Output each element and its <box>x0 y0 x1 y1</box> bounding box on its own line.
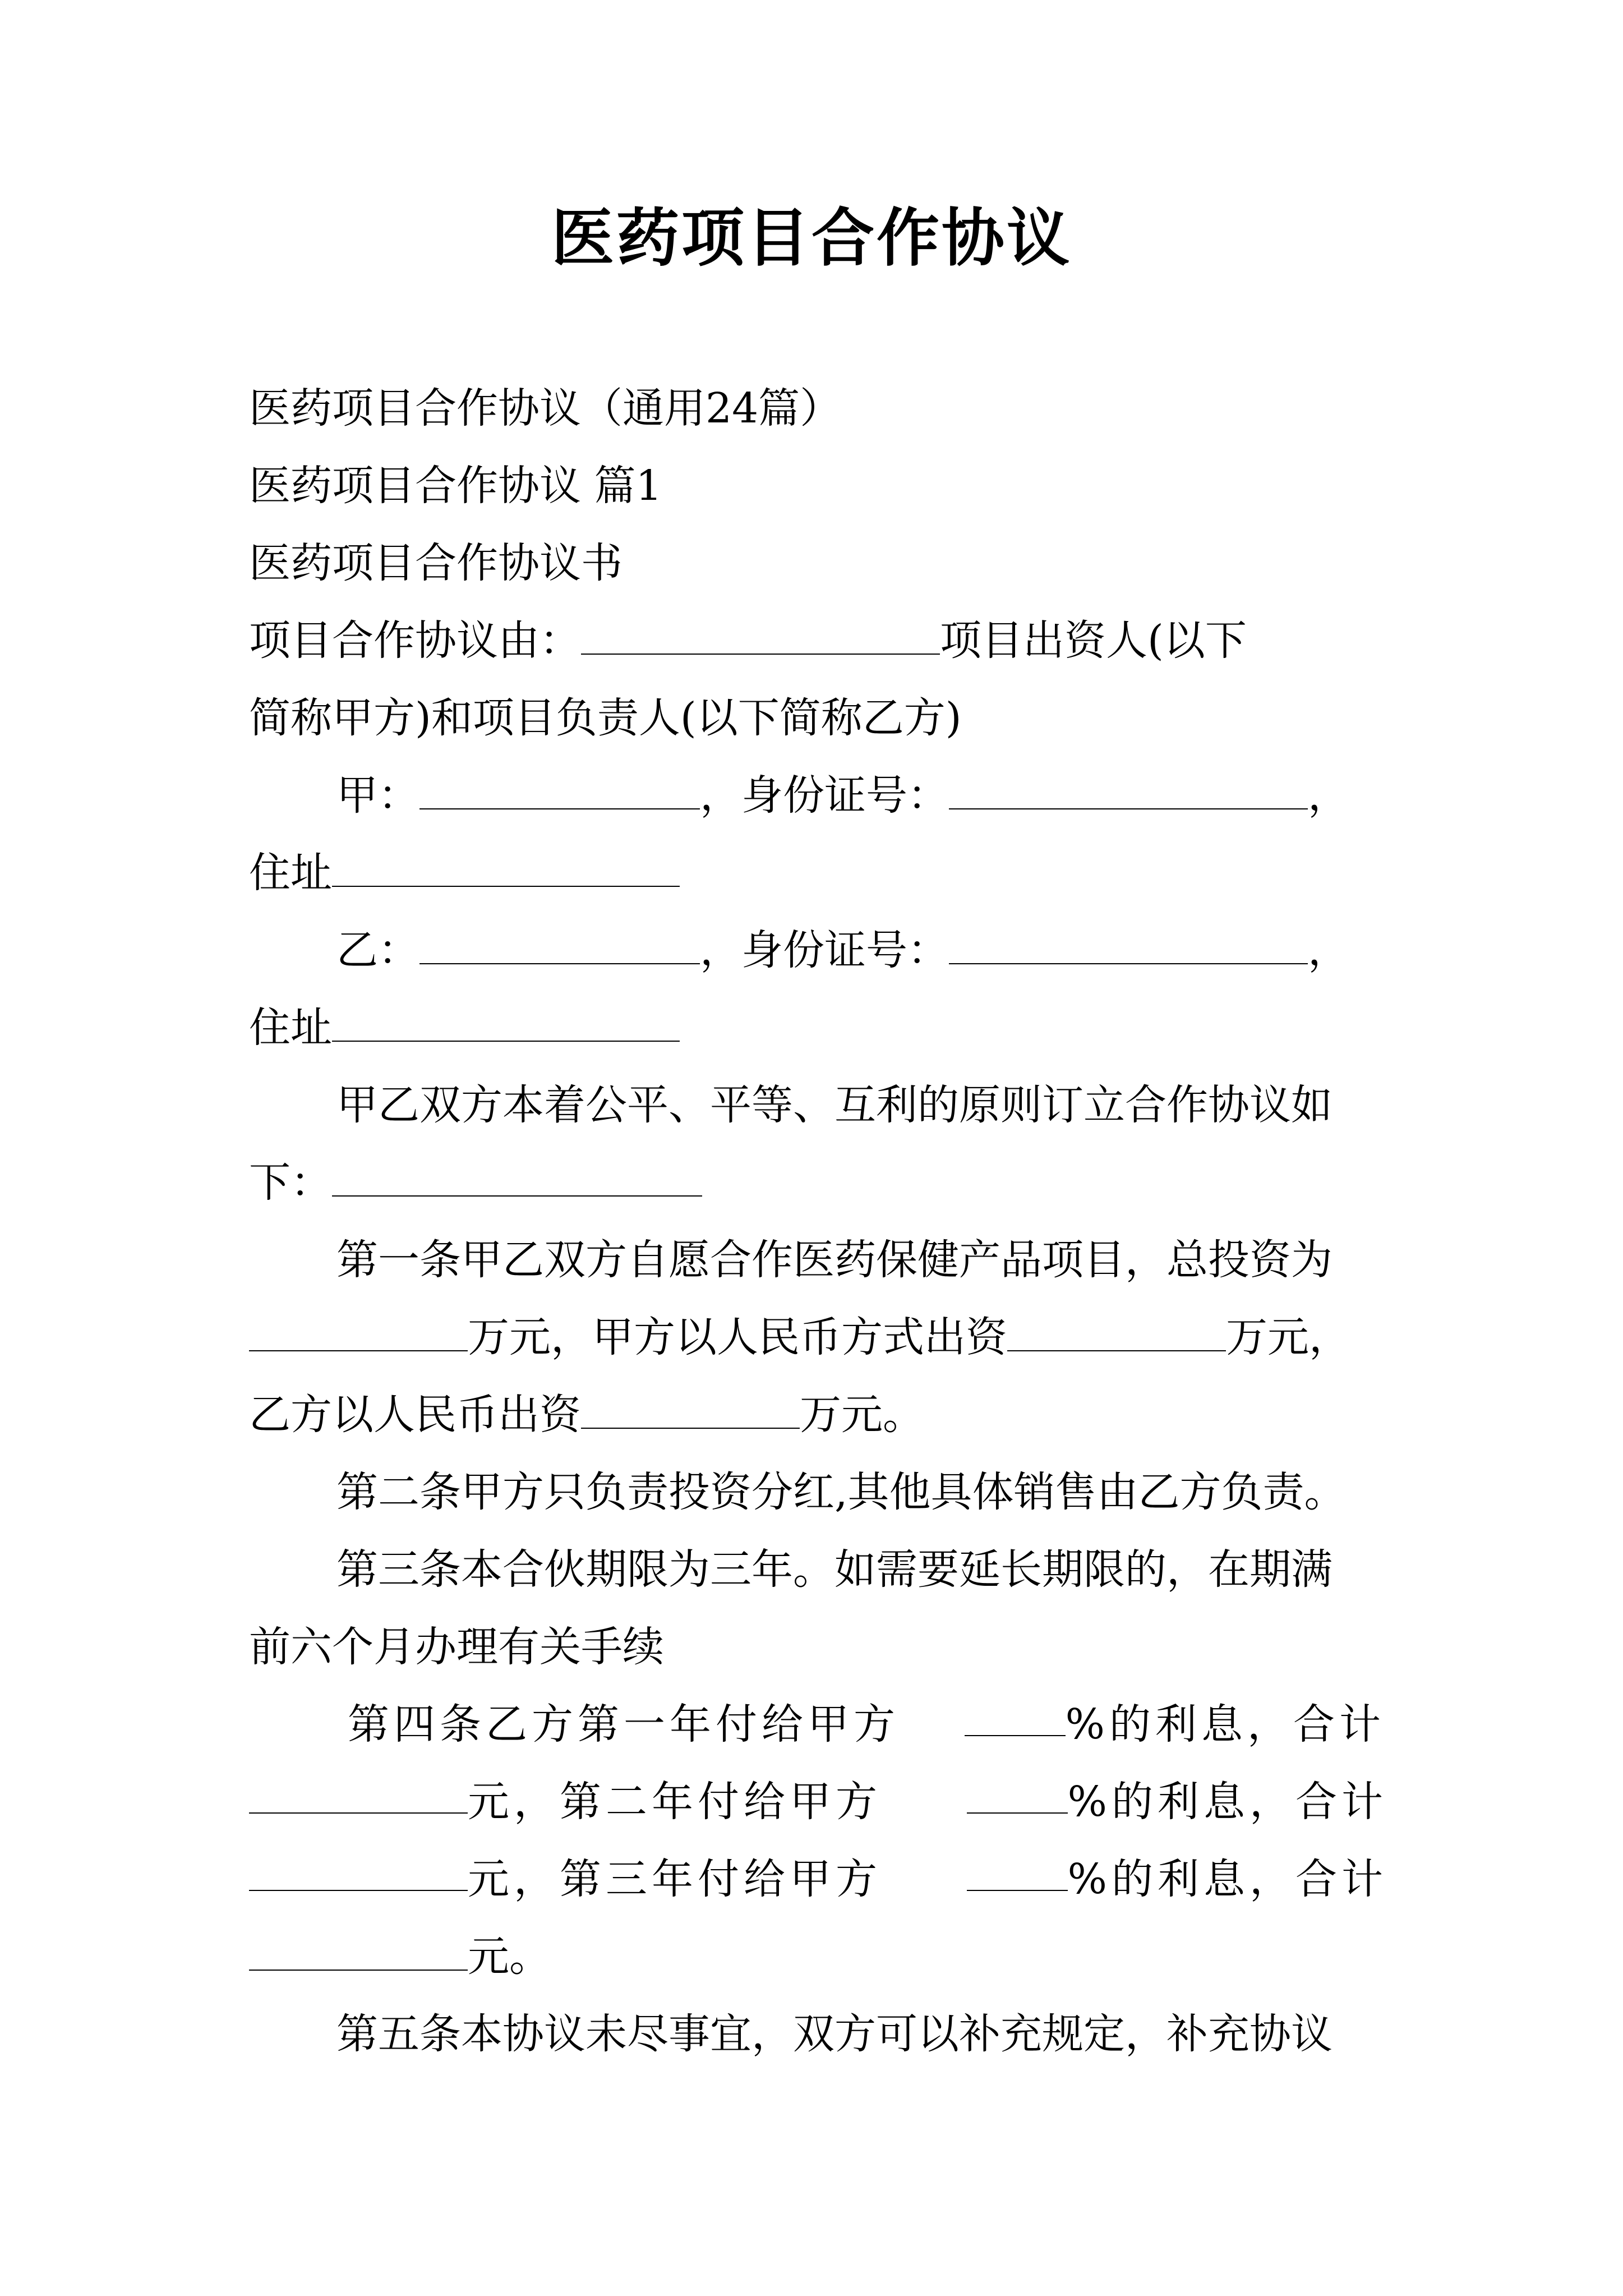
article-4-line-2-prefix: 元，第二年付给甲方 <box>468 1778 882 1826</box>
article-1-line-3-suffix: 万元。 <box>800 1391 924 1439</box>
year-2-total-blank <box>249 1852 468 1891</box>
article-4-pct-1: %的利息，合计 <box>1065 1700 1385 1749</box>
year-2-rate-blank <box>967 1775 1068 1814</box>
article-4-line-1-prefix: 第四条乙方第一年付给甲方 <box>348 1700 900 1749</box>
party-b-name-blank <box>419 926 700 964</box>
party-a-id-blank <box>949 771 1308 809</box>
party-b-address-line <box>249 1001 1387 1055</box>
principle-blank <box>332 1158 702 1197</box>
total-investment-blank <box>249 1313 468 1351</box>
intro-line-1 <box>249 614 1387 668</box>
article-1-line-3-prefix: 乙方以人民币出资 <box>249 1391 581 1439</box>
year-1-total-blank <box>249 1775 468 1814</box>
article-3-line-2: 前六个月办理有关手续 <box>249 1623 664 1671</box>
party-a-address-line <box>249 846 1387 900</box>
article-4-line-3-prefix: 元，第三年付给甲方 <box>468 1855 882 1903</box>
id-label-b: ，身份证号： <box>700 926 949 974</box>
article-2: 第二条甲方只负责投资分红,其他具体销售由乙方负责。 <box>336 1468 1346 1516</box>
year-1-rate-blank <box>965 1697 1066 1736</box>
party-a-line <box>336 769 1475 822</box>
document-title: 医药项目合作协议 <box>551 201 1072 275</box>
article-3-line-1: 第三条本合伙期限为三年。如需要延长期限的，在期满 <box>336 1545 1332 1594</box>
doc-heading: 医药项目合作协议书 <box>249 539 623 587</box>
article-4-line-4 <box>249 1930 1387 1984</box>
article-5-line-1: 第五条本协议未尽事宜，双方可以补充规定，补充协议 <box>336 2010 1332 2058</box>
project-name-blank <box>581 616 940 655</box>
article-4-line-4-text: 元。 <box>468 1932 551 1981</box>
principle-line-1: 甲乙双方本着公平、平等、互利的原则订立合作协议如 <box>336 1081 1332 1129</box>
article-4-line-3 <box>249 1852 1387 1906</box>
year-3-rate-blank <box>967 1852 1068 1891</box>
article-1-line-2 <box>249 1310 1387 1364</box>
section-heading: 医药项目合作协议 篇1 <box>249 462 662 510</box>
address-label-b: 住址 <box>249 1004 332 1052</box>
party-b-id-blank <box>949 926 1308 964</box>
party-a-address-blank <box>332 848 680 887</box>
party-a-investment-blank <box>1007 1313 1226 1351</box>
principle-line-2 <box>249 1156 1387 1209</box>
address-label-a: 住址 <box>249 849 332 897</box>
article-4-pct-2: %的利息，合计 <box>1067 1778 1387 1826</box>
party-a-name-blank <box>419 771 700 809</box>
article-1-unit-a: 万元，甲方以人民币方式出资 <box>468 1313 1007 1361</box>
year-3-total-blank <box>249 1932 468 1971</box>
intro-line-2: 简称甲方)和项目负责人(以下简称乙方) <box>249 694 962 742</box>
article-4-line-1 <box>348 1697 1385 1751</box>
article-4-pct-3: %的利息，合计 <box>1067 1855 1387 1903</box>
article-1-line-3 <box>249 1388 1387 1442</box>
comma-a: ， <box>1308 771 1349 820</box>
article-1-line-1: 第一条甲乙双方自愿合作医药保健产品项目，总投资为 <box>336 1236 1332 1284</box>
party-b-line <box>336 923 1475 977</box>
principle-line-2-text: 下： <box>249 1158 332 1207</box>
subtitle: 医药项目合作协议（通用24篇） <box>249 384 842 432</box>
intro-prefix: 项目合作协议由： <box>249 616 581 665</box>
intro-suffix: 项目出资人(以下 <box>940 616 1247 665</box>
article-1-unit-b: 万元， <box>1226 1313 1350 1361</box>
comma-b: ， <box>1308 926 1349 974</box>
id-label-a: ，身份证号： <box>700 771 949 820</box>
article-4-line-2 <box>249 1775 1387 1829</box>
party-a-label: 甲： <box>336 771 419 820</box>
party-b-label: 乙： <box>336 926 419 974</box>
party-b-address-blank <box>332 1003 680 1042</box>
party-b-investment-blank <box>581 1390 800 1429</box>
